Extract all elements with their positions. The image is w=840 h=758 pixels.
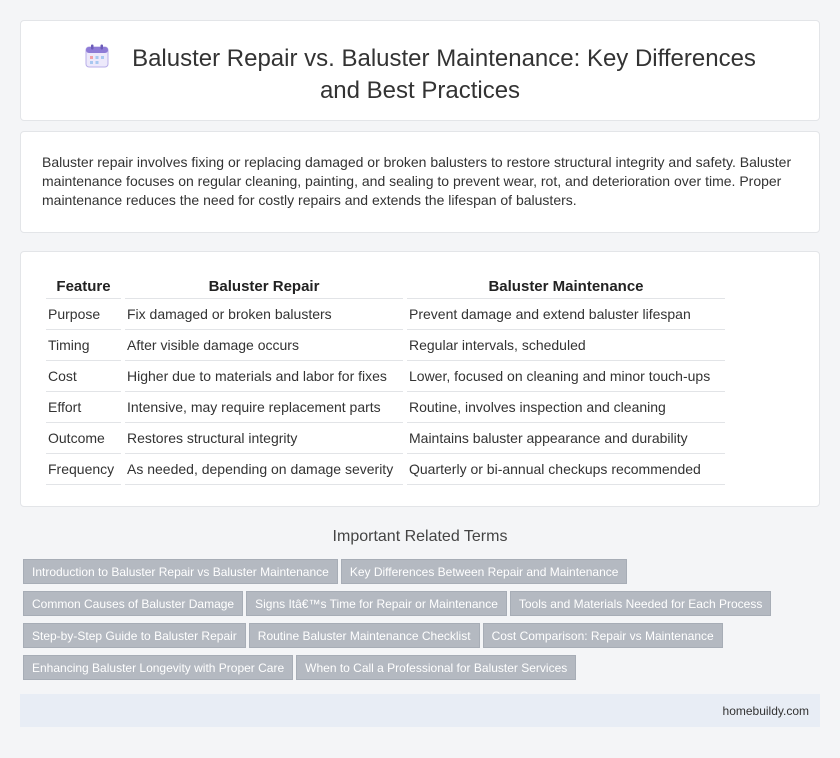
table-row xyxy=(46,299,725,330)
page-title: Baluster Repair vs. Baluster Maintenance: Key Differences and Best Practices xyxy=(132,45,756,104)
table-cell: Restores structural integrity xyxy=(125,423,403,454)
related-term-tag[interactable]: Introduction to Baluster Repair vs Baluster Maintenance xyxy=(23,559,338,584)
table-row xyxy=(46,361,725,392)
footer xyxy=(20,694,820,727)
page-title-wrap xyxy=(61,43,779,105)
header-baluster-maintenance: Baluster Maintenance xyxy=(407,274,725,299)
related-term-tag[interactable]: When to Call a Professional for Baluster Services xyxy=(296,655,576,680)
tag-row xyxy=(23,655,813,687)
table-cell: After visible damage occurs xyxy=(125,330,403,361)
table-cell: Purpose xyxy=(46,299,121,330)
related-term-tag[interactable]: Routine Baluster Maintenance Checklist xyxy=(249,623,480,648)
table-cell: Higher due to materials and labor for fixes xyxy=(125,361,403,392)
table-row xyxy=(46,330,725,361)
table-cell: Timing xyxy=(46,330,121,361)
table-cell: Prevent damage and extend baluster lifespan xyxy=(407,299,725,330)
table-cell: Quarterly or bi-annual checkups recommended xyxy=(407,454,725,485)
footer-site-link[interactable]: homebuildy.com xyxy=(722,704,809,718)
tag-row xyxy=(23,623,813,655)
table-cell: Frequency xyxy=(46,454,121,485)
related-terms-title: Important Related Terms xyxy=(332,528,508,545)
table-cell: Routine, involves inspection and cleaning xyxy=(407,392,725,423)
table-row xyxy=(46,392,725,423)
table-cell: Maintains baluster appearance and durability xyxy=(407,423,725,454)
comparison-table-card xyxy=(20,251,820,507)
table-cell: Intensive, may require replacement parts xyxy=(125,392,403,423)
table-cell: Cost xyxy=(46,361,121,392)
related-term-tag[interactable]: Tools and Materials Needed for Each Process xyxy=(510,591,771,616)
title-card xyxy=(20,20,820,121)
header-baluster-repair: Baluster Repair xyxy=(125,274,403,299)
table-row xyxy=(46,454,725,485)
related-term-tag[interactable]: Signs Itâ€™s Time for Repair or Maintenance xyxy=(246,591,507,616)
tag-row xyxy=(23,559,813,591)
table-cell: As needed, depending on damage severity xyxy=(125,454,403,485)
related-terms-list xyxy=(23,559,813,687)
header-feature: Feature xyxy=(46,274,121,299)
table-cell: Effort xyxy=(46,392,121,423)
related-term-tag[interactable]: Step-by-Step Guide to Baluster Repair xyxy=(23,623,246,648)
calendar-icon xyxy=(84,43,110,76)
table-row xyxy=(46,423,725,454)
tag-row xyxy=(23,591,813,623)
comparison-table xyxy=(42,274,729,485)
table-header-row xyxy=(46,274,725,299)
table-cell: Fix damaged or broken balusters xyxy=(125,299,403,330)
table-cell: Regular intervals, scheduled xyxy=(407,330,725,361)
related-term-tag[interactable]: Enhancing Baluster Longevity with Proper Care xyxy=(23,655,293,680)
table-cell: Lower, focused on cleaning and minor touch-ups xyxy=(407,361,725,392)
table-cell: Outcome xyxy=(46,423,121,454)
related-term-tag[interactable]: Cost Comparison: Repair vs Maintenance xyxy=(483,623,723,648)
intro-card xyxy=(20,131,820,233)
related-term-tag[interactable]: Key Differences Between Repair and Maintenance xyxy=(341,559,628,584)
related-term-tag[interactable]: Common Causes of Baluster Damage xyxy=(23,591,243,616)
intro-paragraph: Baluster repair involves fixing or replacing damaged or broken balusters to restore structural integrity and safety. Baluster maintenance focuses on regular cleaning, painting, and sealing to prevent wear, rot, and deterioration over time. Proper maintenance reduces the need for costly repairs and extends the lifespan of balusters. xyxy=(42,154,792,208)
